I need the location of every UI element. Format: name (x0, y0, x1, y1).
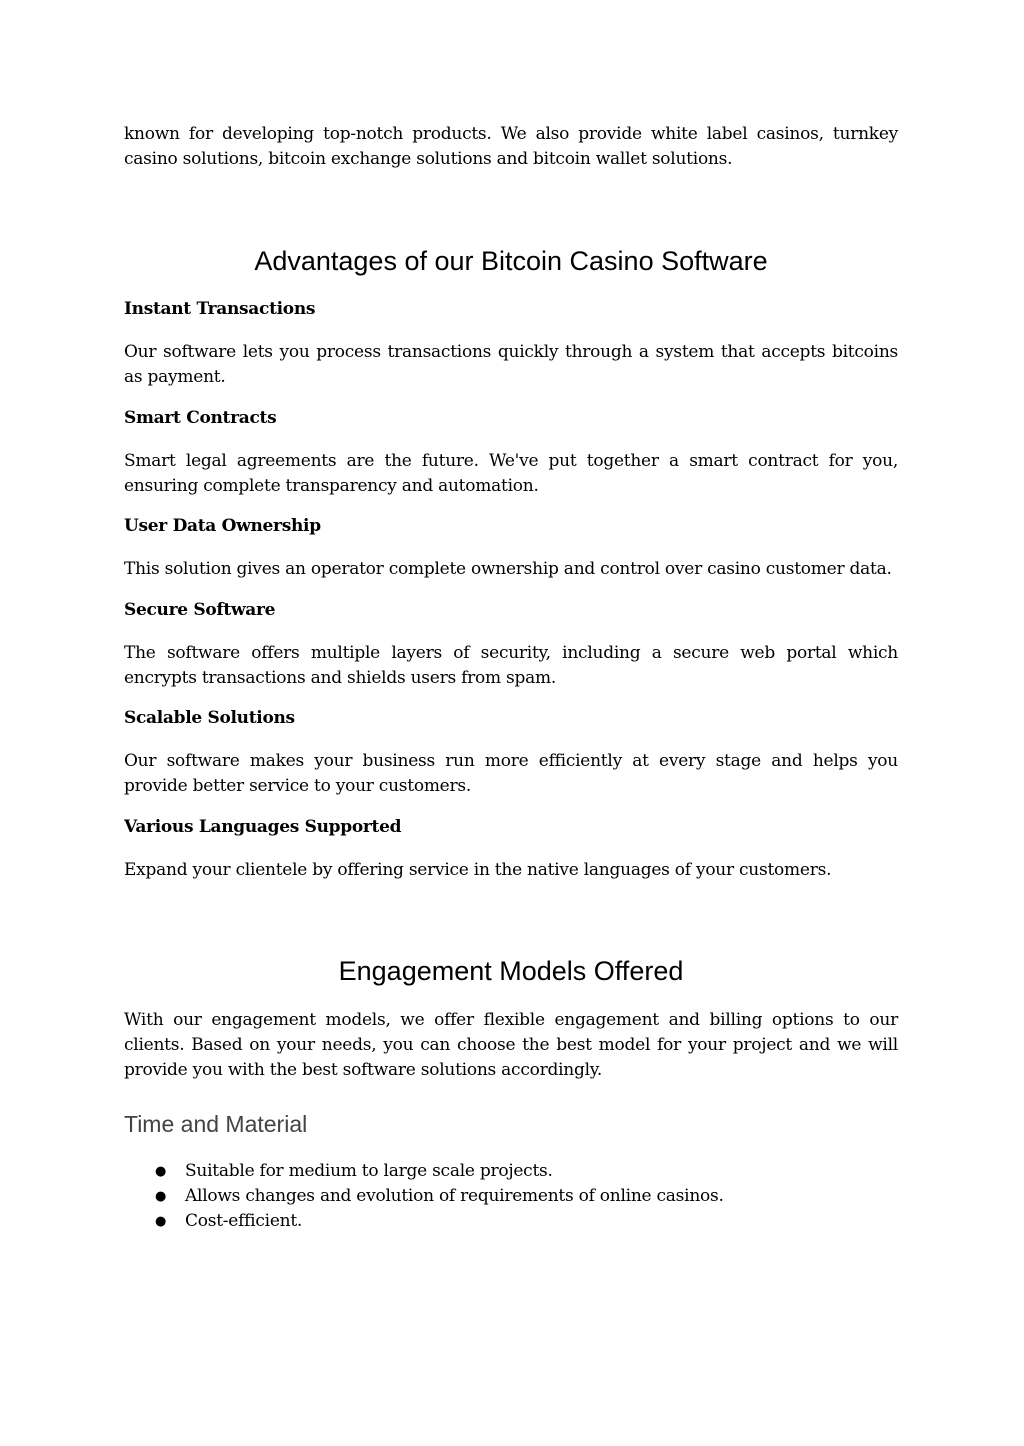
advantage-heading-smart-contracts: Smart Contracts (124, 408, 277, 428)
advantage-text-scalable-solutions: Our software makes your business run more efficiently at every stage and helps you provide better service to your customers. (124, 751, 898, 796)
engagement-title: Engagement Models Offered (338, 956, 684, 986)
engagement-intro-paragraph: With our engagement models, we offer flexible engagement and billing options to our clients. Based on your needs, you can choose the best model for your project and we will provide you with the best software solutions accordingly. (124, 1010, 898, 1080)
intro-paragraph: known for developing top-notch products. We also provide white label casinos, turnkey casino solutions, bitcoin exchange solutions and bitcoin wallet solutions. (124, 124, 898, 169)
advantage-text-user-data-ownership: This solution gives an operator complete ownership and control over casino customer data. (124, 559, 892, 579)
bullet-icon: ● (155, 1189, 167, 1204)
time-and-material-heading: Time and Material (124, 1111, 308, 1137)
advantages-title: Advantages of our Bitcoin Casino Software (254, 246, 768, 276)
advantage-text-various-languages: Expand your clientele by offering service in the native languages of your customers. (124, 860, 832, 880)
advantage-heading-scalable-solutions: Scalable Solutions (124, 708, 295, 728)
advantage-heading-secure-software: Secure Software (124, 600, 276, 620)
bullet-icon: ● (155, 1214, 167, 1229)
advantage-heading-various-languages: Various Languages Supported (124, 817, 402, 837)
advantage-text-instant-transactions: Our software lets you process transactions quickly through a system that accepts bitcoins as payment. (124, 342, 898, 387)
advantage-text-secure-software: The software offers multiple layers of security, including a secure web portal which encrypts transactions and shields users from spam. (124, 643, 898, 688)
bullet-icon: ● (155, 1164, 167, 1179)
advantage-text-smart-contracts: Smart legal agreements are the future. We've put together a smart contract for you, ensuring complete transparency and automation. (124, 451, 898, 496)
advantage-heading-user-data-ownership: User Data Ownership (124, 516, 321, 536)
list-item (124, 1159, 898, 1184)
time-and-material-list (124, 1159, 898, 1234)
list-item-text: Cost-efficient. (185, 1211, 303, 1231)
list-item-text: Allows changes and evolution of requirements of online casinos. (185, 1186, 724, 1206)
list-item (124, 1209, 898, 1234)
list-item (124, 1184, 898, 1209)
list-item-text: Suitable for medium to large scale projects. (185, 1161, 553, 1181)
advantage-heading-instant-transactions: Instant Transactions (124, 299, 316, 319)
